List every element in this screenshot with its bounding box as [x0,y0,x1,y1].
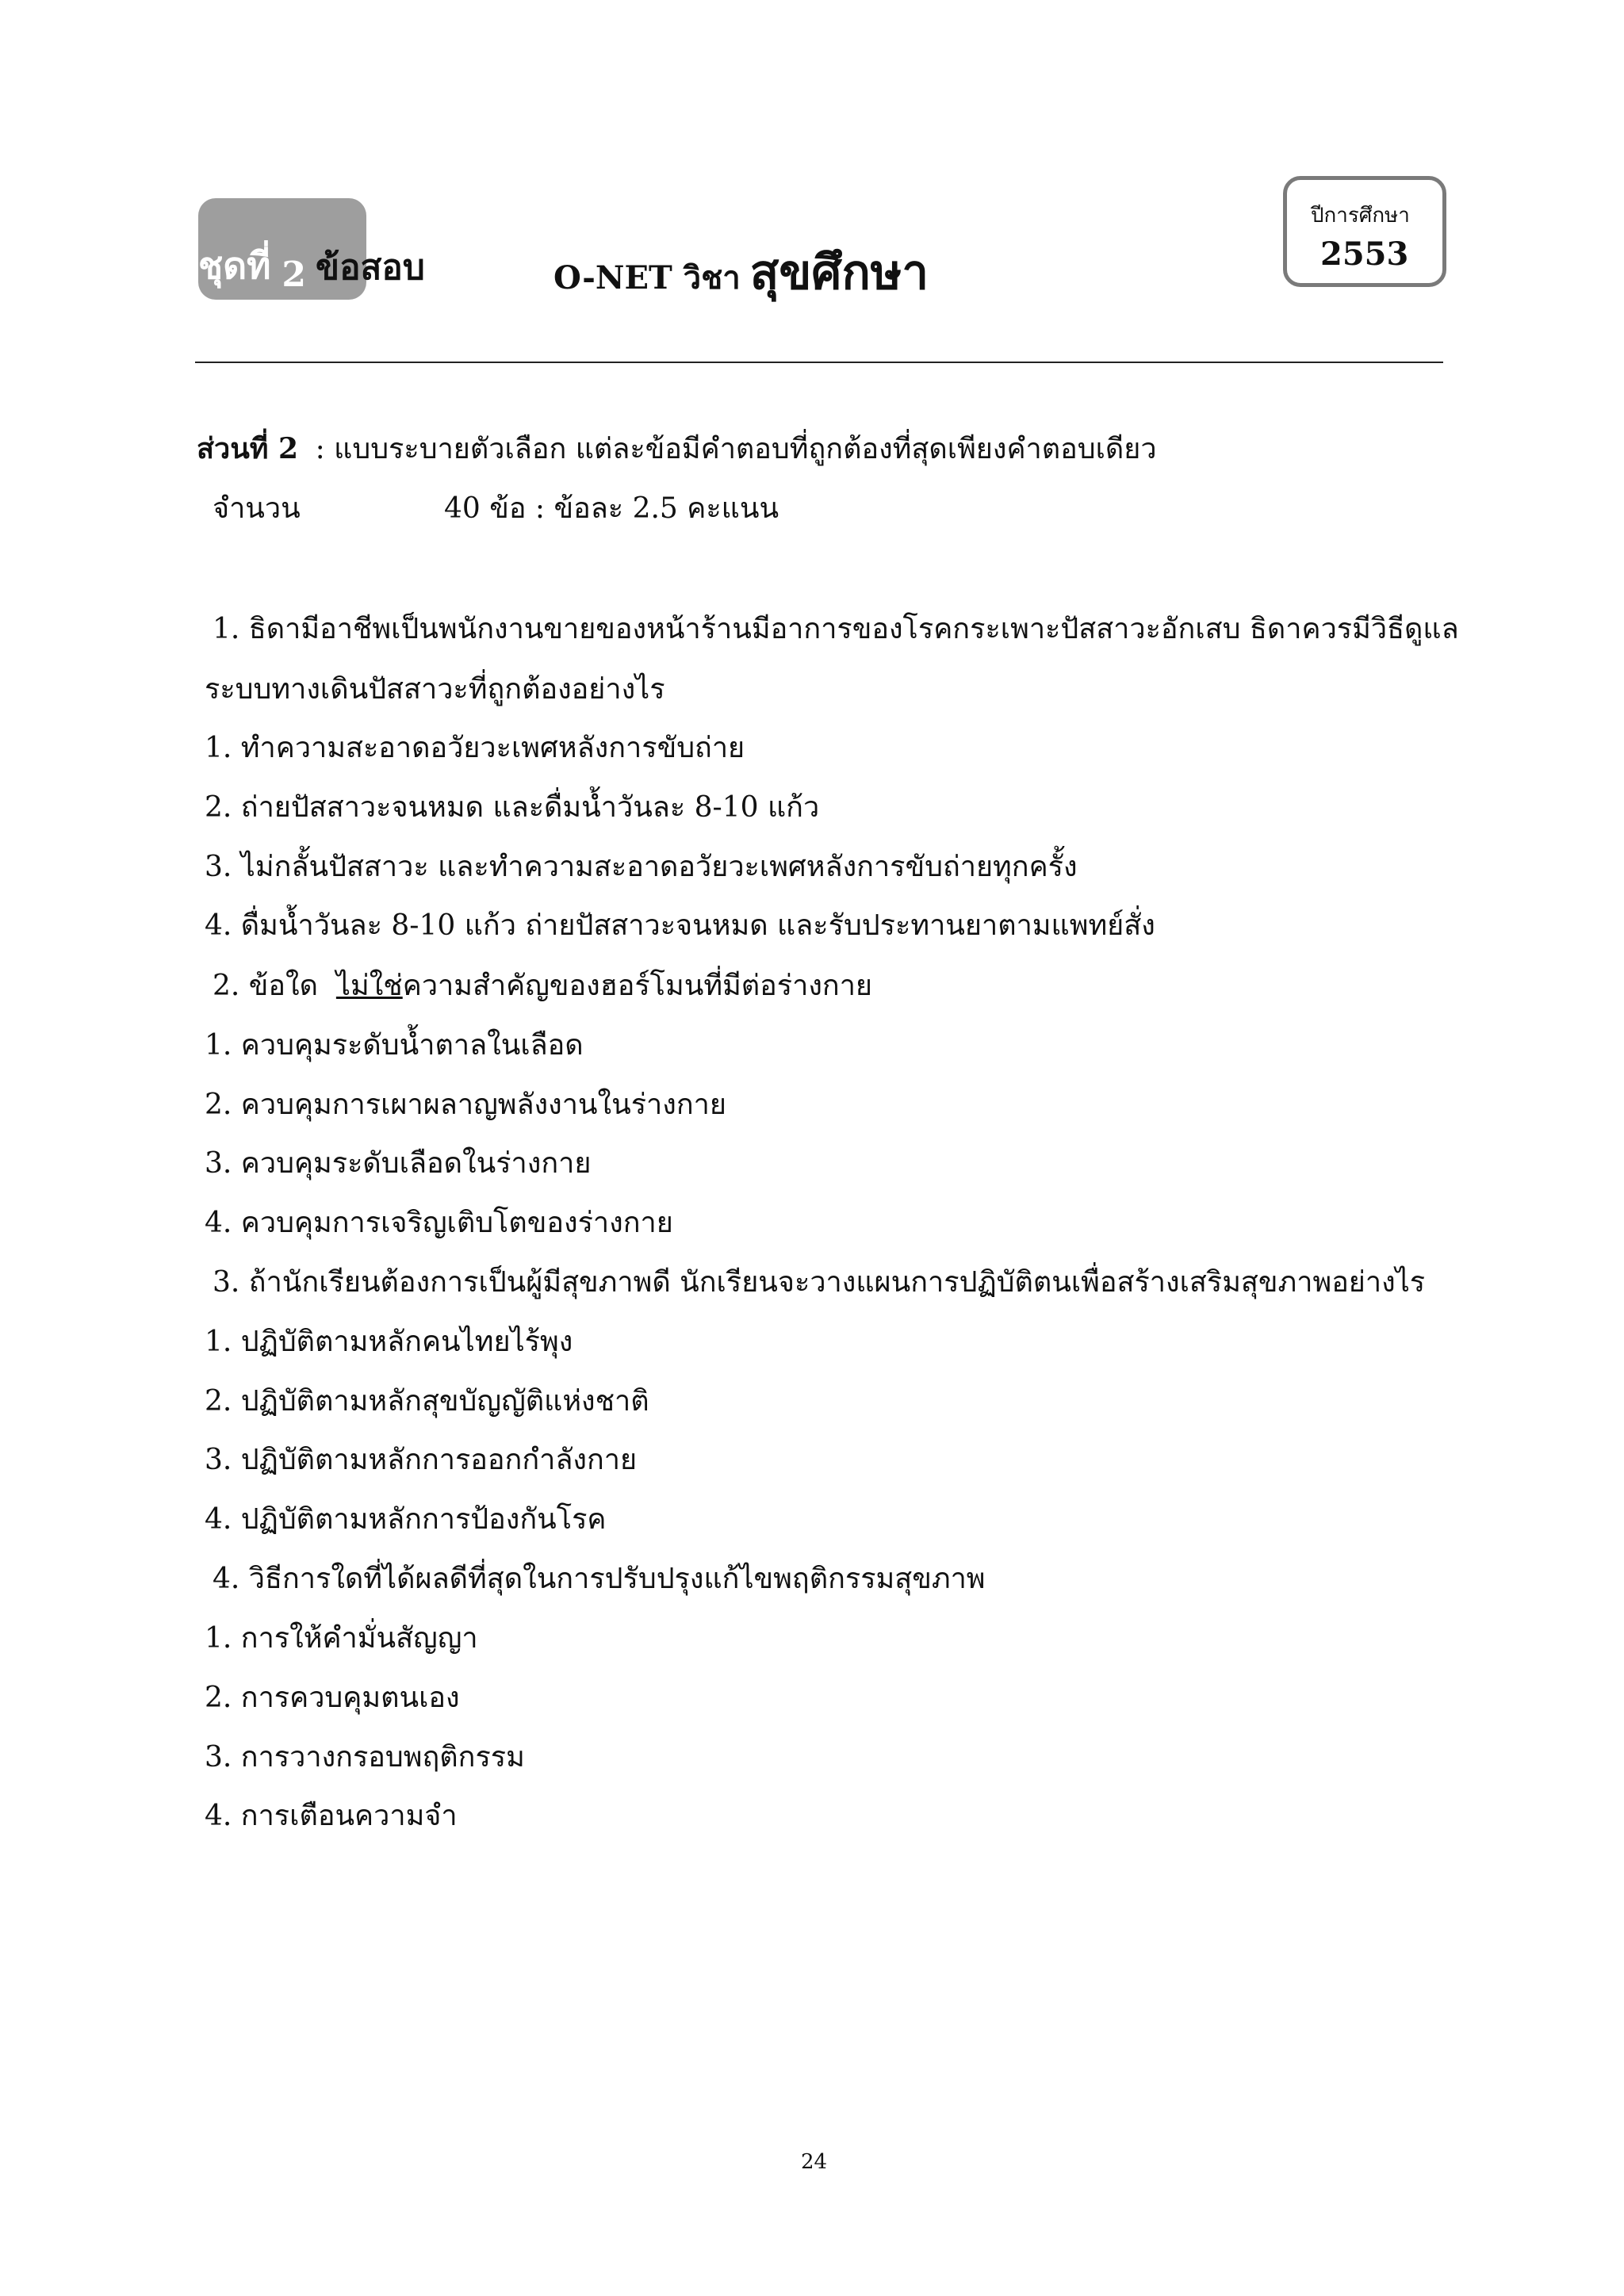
section-instruction: : แบบระบายตัวเลือก แต่ละข้อมีคำตอบที่ถูกต้องที่สุดเพียงคำตอบเดียว [315,433,1157,465]
question-4-option-4: 4. การเตือนความจำ [205,1800,458,1832]
section-count-value: 40 ข้อ : ข้อละ 2.5 คะแนน [444,492,779,525]
exam-word: ข้อสอบ [316,247,425,288]
section-heading [197,434,1157,464]
year-box [1283,176,1446,287]
header-divider [195,362,1443,363]
year-value: 2553 [1320,235,1409,273]
subject-title [553,235,929,310]
subject-name: สุขศึกษา [749,245,929,300]
question-4-option-2: 2. การควบคุมตนเอง [205,1682,460,1714]
year-label: ปีการศึกษา [1311,204,1410,228]
question-3-text: 3. ถ้านักเรียนต้องการเป็นผู้มีสุขภาพดี นักเรียนจะวางแผนการปฏิบัติตนเพื่อสร้างเสริมสุขภาพอย่างไร [213,1266,1426,1299]
onet-label: O-NET [553,259,672,297]
question-4-text: 4. วิธีการใดที่ได้ผลดีที่สุดในการปรับปรุงแก้ไขพฤติกรรมสุขภาพ [213,1563,986,1595]
question-2-text-underlined: ไม่ใช่ [335,970,403,1002]
section-count-label: จำนวน [213,492,301,525]
question-4-option-3: 3. การวางกรอบพฤติกรรม [205,1741,525,1774]
header-title [198,224,425,295]
question-1-option-3: 3. ไม่กลั้นปัสสาวะ และทำความสะอาดอวัยวะเพศหลังการขับถ่ายทุกครั้ง [205,851,1078,883]
question-3-option-4: 4. ปฏิบัติตามหลักการป้องกันโรค [205,1503,607,1536]
set-number: 2 [282,254,307,295]
page-number: 24 [801,2150,828,2174]
question-2-option-4: 4. ควบคุมการเจริญเติบโตของร่างกาย [205,1207,673,1239]
question-2-text-after: ความสำคัญของฮอร์โมนที่มีต่อร่างกาย [402,970,873,1002]
question-1-option-1: 1. ทำความสะอาดอวัยวะเพศหลังการขับถ่าย [205,732,745,764]
question-1-option-4: 4. ดื่มน้ำวันละ 8-10 แก้ว ถ่ายปัสสาวะจนหมด และรับประทานยาตามแพทย์สั่ง [205,909,1155,942]
question-3-option-3: 3. ปฏิบัติตามหลักการออกกำลังกาย [205,1444,638,1476]
question-4-option-1: 1. การให้คำมั่นสัญญา [205,1622,478,1655]
question-2-text-before: 2. ข้อใด [213,970,336,1002]
question-2-option-1: 1. ควบคุมระดับน้ำตาลในเลือด [205,1029,584,1062]
subject-prefix: วิชา [683,259,741,297]
question-1-text-line2: ระบบทางเดินปัสสาวะที่ถูกต้องอย่างไร [205,673,665,706]
question-2-option-2: 2. ควบคุมการเผาผลาญพลังงานในร่างกาย [205,1089,726,1121]
question-3-option-1: 1. ปฏิบัติตามหลักคนไทยไร้พุง [205,1326,573,1358]
question-1-option-2: 2. ถ่ายปัสสาวะจนหมด และดื่มน้ำวันละ 8-10 แก้ว [205,791,820,824]
question-1-text-line1: 1. ธิดามีอาชีพเป็นพนักงานขายของหน้าร้านมีอาการของโรคกระเพาะปัสสาวะอักเสบ ธิดาควรมีวิธีดูแล [213,613,1459,645]
question-2-text [213,972,872,1001]
set-label: ชุดที่ [198,244,271,287]
section-title: ส่วนที่ 2 [197,432,299,465]
question-2-option-3: 3. ควบคุมระดับเลือดในร่างกาย [205,1147,592,1180]
question-3-option-2: 2. ปฏิบัติตามหลักสุขบัญญัติแห่งชาติ [205,1385,649,1418]
